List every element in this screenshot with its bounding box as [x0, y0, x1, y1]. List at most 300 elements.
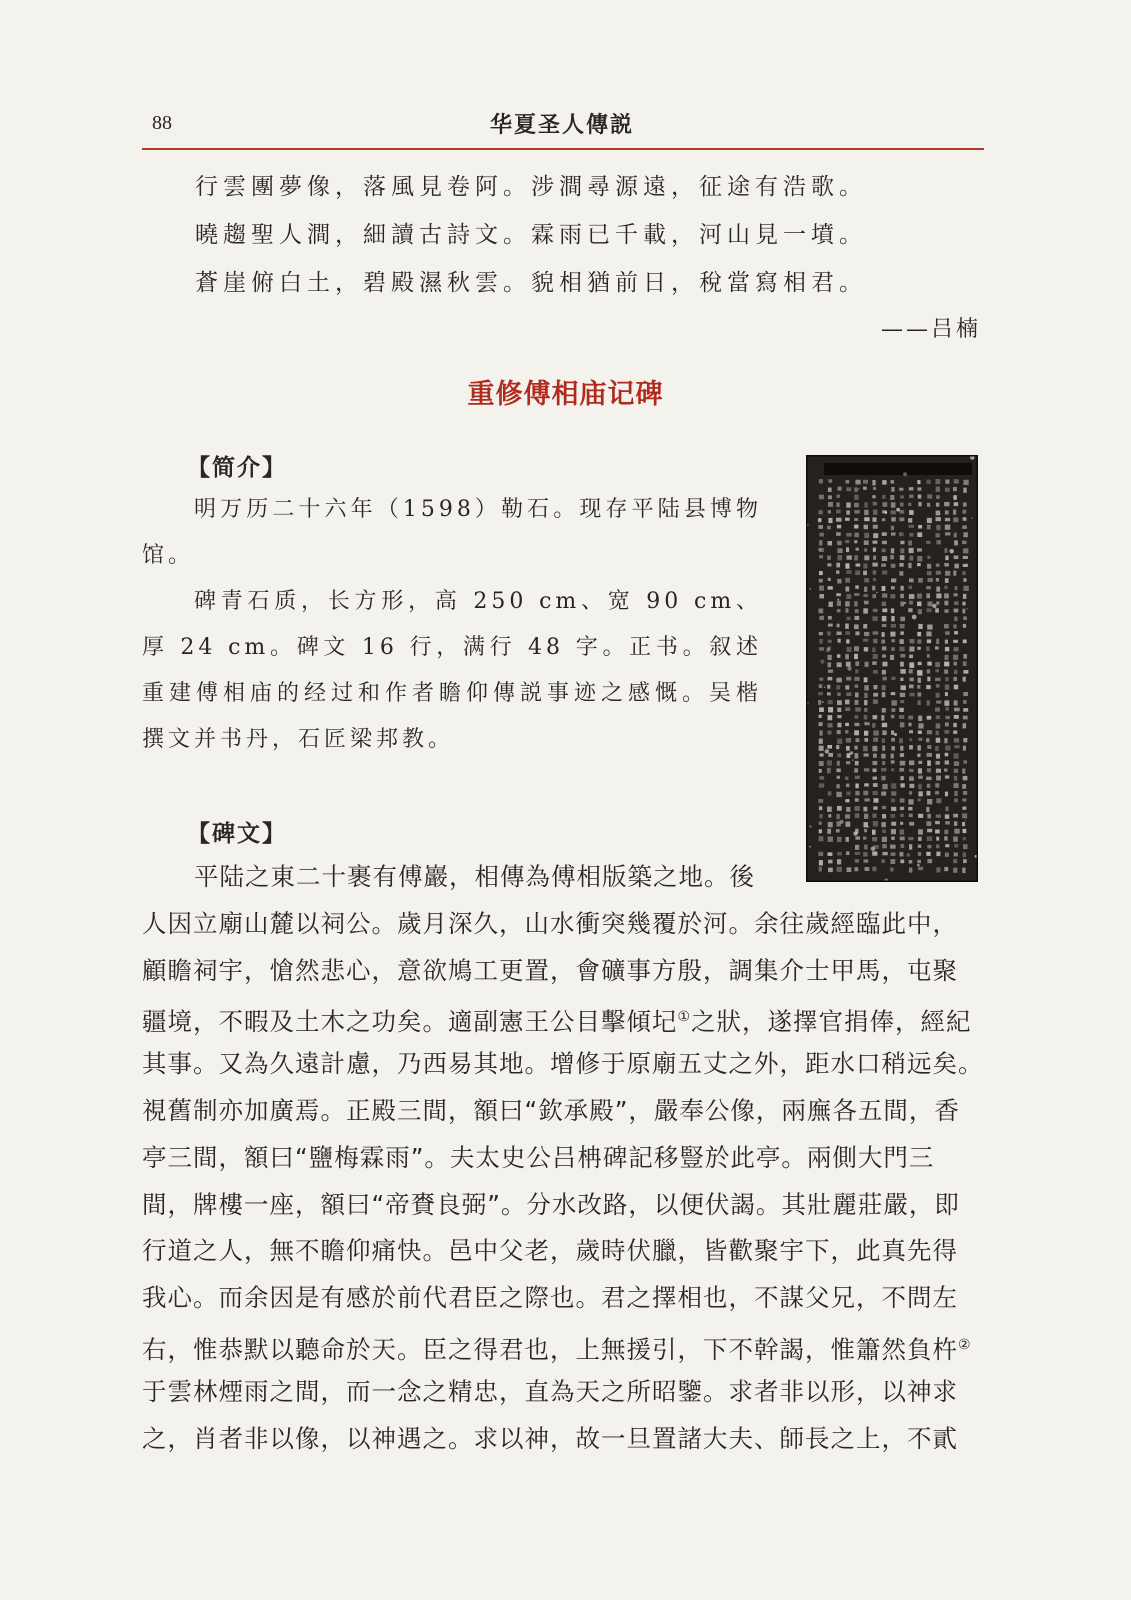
- stele-texture-mark: [873, 502, 877, 506]
- stele-texture-mark: [944, 769, 948, 772]
- stele-texture-mark: [847, 555, 852, 559]
- stele-texture-mark: [846, 608, 849, 613]
- stele-texture-mark: [954, 745, 959, 748]
- stele-texture-mark: [819, 632, 823, 635]
- stele-texture-mark: [837, 754, 841, 758]
- stele-texture-mark: [873, 670, 878, 674]
- stele-texture-mark: [918, 578, 923, 583]
- stele-texture-mark: [865, 502, 868, 507]
- stele-texture-mark: [847, 753, 851, 758]
- stele-texture-mark: [863, 480, 868, 484]
- stele-texture-mark: [820, 660, 824, 664]
- stele-texture-mark: [845, 601, 849, 606]
- stele-texture-mark: [891, 564, 896, 568]
- stele-texture-mark: [954, 601, 958, 605]
- stele-texture-mark: [873, 556, 876, 560]
- stele-texture-mark: [963, 654, 967, 659]
- stele-texture-mark: [873, 616, 878, 621]
- stele-texture-mark: [945, 532, 951, 535]
- stele-texture-mark: [855, 791, 859, 796]
- stele-texture-mark: [837, 654, 840, 658]
- stele-texture-mark: [945, 518, 950, 521]
- stele-texture-mark: [935, 791, 939, 794]
- stele-texture-mark: [852, 759, 854, 761]
- stele-texture-mark: [954, 776, 957, 781]
- stele-texture-mark: [846, 791, 850, 795]
- stele-texture-mark: [864, 685, 869, 690]
- stele-texture-mark: [837, 723, 841, 728]
- stele-texture-mark: [828, 753, 833, 757]
- stele-texture-mark: [927, 753, 933, 757]
- stele-texture-mark: [854, 768, 858, 772]
- stele-texture-mark: [954, 844, 958, 848]
- stele-texture-mark: [818, 518, 821, 522]
- stele-texture-mark: [864, 647, 868, 651]
- stele-texture-mark: [962, 541, 967, 545]
- stele-texture-mark: [837, 609, 841, 612]
- stele-texture-mark: [918, 716, 922, 722]
- stele-texture-mark: [936, 684, 940, 687]
- stele-texture-mark: [954, 821, 957, 826]
- stele-texture-mark: [855, 836, 860, 839]
- stele-texture-mark: [908, 799, 913, 804]
- stele-texture-mark: [954, 502, 959, 506]
- stele-texture-mark: [882, 480, 886, 484]
- stele-texture-mark: [900, 844, 904, 848]
- stele-texture-mark: [927, 639, 931, 643]
- stele-texture-mark: [846, 587, 850, 592]
- stele-texture-mark: [855, 480, 860, 485]
- stele-texture-mark: [836, 678, 841, 683]
- stele-texture-mark: [825, 749, 829, 753]
- stele-texture-mark: [963, 556, 968, 559]
- stele-texture-mark: [836, 510, 841, 514]
- stele-texture-mark: [890, 655, 894, 660]
- stele-texture-mark: [890, 495, 894, 500]
- stele-texture-mark: [900, 503, 904, 507]
- stele-texture-mark: [900, 807, 904, 810]
- stele-texture-mark: [917, 563, 921, 566]
- stele-texture-mark: [935, 662, 940, 667]
- stele-texture-mark: [963, 548, 968, 553]
- stele-texture-mark: [899, 563, 903, 567]
- stele-texture-mark: [827, 556, 831, 560]
- stele-texture-mark: [918, 798, 921, 801]
- stele-texture-mark: [864, 555, 869, 560]
- stele-texture-mark: [918, 768, 922, 773]
- stele-texture-mark: [882, 844, 887, 848]
- stele-texture-mark: [873, 791, 878, 795]
- stele-texture-mark: [882, 784, 887, 789]
- stele-texture-mark: [828, 655, 832, 660]
- stele-texture-mark: [926, 646, 929, 651]
- stele-texture-mark: [846, 662, 851, 667]
- poem-line-2: 曉趨聖人澗，細讀古詩文。霖雨已千載，河山見一墳。: [195, 222, 867, 248]
- stele-texture-mark: [891, 814, 895, 818]
- stele-texture-mark: [891, 754, 894, 759]
- stele-texture-mark: [908, 503, 911, 506]
- stele-texture-mark: [963, 760, 967, 763]
- stele-texture-mark: [945, 792, 948, 797]
- stele-texture-mark: [819, 707, 824, 712]
- stele-texture-mark: [819, 769, 822, 773]
- stele-texture-mark: [863, 639, 868, 642]
- stele-texture-mark: [845, 518, 850, 521]
- stele-texture-mark: [882, 723, 887, 727]
- stele-texture-mark: [962, 822, 965, 826]
- stele-texture-mark: [917, 594, 922, 599]
- stele-texture-mark: [953, 814, 958, 818]
- stele-texture-mark: [927, 564, 931, 569]
- stele-texture-mark: [954, 556, 959, 560]
- stele-texture-mark: [845, 730, 848, 734]
- stele-texture-mark: [819, 495, 824, 500]
- stele-texture-mark: [936, 503, 939, 507]
- stele-texture-mark: [855, 784, 858, 789]
- stele-texture-mark: [876, 592, 878, 594]
- stele-texture-mark: [926, 586, 931, 589]
- stele-texture-mark: [953, 731, 957, 734]
- stele-texture-mark: [819, 746, 824, 751]
- stele-texture-mark: [909, 669, 913, 673]
- stele-texture-mark: [819, 739, 823, 744]
- stele-texture-mark: [927, 556, 930, 559]
- stele-texture-mark: [881, 792, 886, 796]
- stele-texture-mark: [855, 609, 859, 613]
- stele-texture-mark: [838, 555, 843, 560]
- stele-texture-mark: [900, 624, 905, 628]
- stele-texture-mark: [854, 677, 859, 681]
- stele-texture-mark: [891, 731, 894, 735]
- stele-texture-mark: [954, 662, 957, 666]
- stele-texture-mark: [882, 708, 886, 713]
- stele-texture-mark: [962, 602, 965, 606]
- stele-texture-mark: [909, 578, 914, 582]
- stele-texture-mark: [854, 601, 858, 606]
- stele-texture-mark: [899, 647, 904, 652]
- stele-texture-mark: [945, 571, 950, 576]
- stele-texture-mark: [900, 639, 904, 644]
- stele-texture-mark: [954, 533, 957, 538]
- stele-texture-mark: [881, 776, 885, 781]
- stele-texture-mark: [926, 541, 931, 544]
- stele-texture-mark: [900, 753, 904, 757]
- stele-texture-mark: [828, 837, 833, 842]
- stele-texture-mark: [854, 540, 857, 543]
- stele-texture-mark: [945, 722, 949, 726]
- stele-texture-mark: [819, 730, 822, 735]
- stele-texture-mark: [846, 677, 851, 681]
- stele-texture-mark: [873, 570, 877, 574]
- stele-texture-mark: [909, 769, 913, 772]
- stele-texture-mark: [953, 510, 956, 515]
- stele-texture-mark: [936, 731, 939, 736]
- stele-texture-mark: [945, 677, 948, 681]
- stele-texture-mark: [863, 624, 867, 629]
- stele-texture-mark: [882, 632, 885, 637]
- stele-texture-mark: [837, 776, 840, 779]
- stele-texture-mark: [838, 487, 842, 491]
- stele-texture-mark: [819, 579, 823, 583]
- stele-texture-mark: [837, 806, 842, 811]
- stele-texture-mark: [963, 510, 967, 514]
- stele-texture-mark: [927, 494, 932, 498]
- stele-texture-mark: [945, 844, 949, 847]
- stele-texture-mark: [873, 578, 876, 581]
- stele-texture-mark: [854, 730, 859, 735]
- stele-texture-mark: [936, 517, 941, 521]
- stele-texture-mark: [882, 646, 887, 650]
- stele-texture-mark: [892, 639, 895, 642]
- stele-texture-mark: [882, 814, 886, 819]
- stele-texture-mark: [903, 472, 907, 476]
- stele-texture-mark: [819, 616, 824, 620]
- stele-texture-mark: [864, 632, 869, 636]
- stele-texture-mark: [837, 541, 842, 545]
- stele-texture-mark: [855, 707, 861, 711]
- stele-texture-mark: [818, 525, 823, 529]
- stele-texture-mark: [872, 746, 877, 751]
- stele-texture-mark: [900, 495, 904, 498]
- stele-texture-mark: [828, 707, 833, 712]
- stele-texture-mark: [944, 502, 949, 506]
- stele-texture-mark: [909, 655, 913, 659]
- stele-texture-mark: [827, 526, 831, 530]
- stele-texture-mark: [963, 716, 968, 720]
- stele-texture-mark: [819, 609, 824, 614]
- stele-texture-mark: [837, 739, 842, 744]
- stele-texture-mark: [908, 837, 913, 840]
- stele-texture-mark: [963, 578, 966, 582]
- stele-texture-mark: [827, 760, 832, 765]
- stele-texture-mark: [927, 669, 930, 673]
- stele-texture-mark: [827, 768, 831, 774]
- stele-texture-mark: [873, 699, 878, 703]
- stele-texture-mark: [918, 837, 922, 841]
- footnote-marker-2[interactable]: ②: [958, 1336, 972, 1353]
- stele-texture-mark: [892, 700, 897, 705]
- stele-texture-mark: [891, 692, 896, 695]
- stele-texture-mark: [836, 532, 841, 536]
- stele-texture-mark: [873, 487, 876, 490]
- stele-texture-mark: [854, 518, 858, 521]
- stele-texture-mark: [899, 715, 904, 719]
- stele-texture-mark: [963, 791, 967, 795]
- stele-texture-mark: [809, 846, 811, 848]
- stele-texture-mark: [872, 661, 877, 665]
- stele-texture-mark: [873, 510, 877, 515]
- stele-texture-mark: [945, 760, 949, 764]
- footnote-marker-1[interactable]: ①: [677, 1009, 692, 1026]
- stele-texture-mark: [945, 556, 948, 561]
- stele-texture-mark: [932, 604, 936, 608]
- stele-texture-mark: [845, 624, 849, 629]
- stele-texture-mark: [863, 571, 867, 576]
- stele-texture-mark: [885, 511, 888, 514]
- stele-texture-mark: [953, 677, 957, 681]
- stele-texture-mark: [909, 738, 912, 741]
- stele-texture-mark: [847, 647, 852, 652]
- stele-texture-mark: [840, 820, 844, 824]
- stele-texture-mark: [891, 616, 894, 621]
- stele-texture-mark: [818, 700, 821, 705]
- stele-texture-mark: [872, 594, 876, 598]
- poem-author: ——吕楠: [880, 317, 981, 342]
- stele-texture-mark: [936, 495, 940, 499]
- stele-texture-mark: [954, 617, 957, 622]
- stele-texture-mark: [846, 510, 850, 514]
- stele-texture-mark: [909, 791, 912, 794]
- stele-texture-mark: [927, 625, 932, 630]
- stele-texture-mark: [820, 776, 825, 779]
- stele-texture-mark: [962, 525, 967, 529]
- stele-texture-mark: [846, 807, 850, 812]
- stele-texture-mark: [854, 646, 859, 651]
- stele-texture-mark: [945, 684, 949, 690]
- stele-texture-mark: [912, 615, 917, 620]
- stele-texture-mark: [856, 564, 861, 567]
- stele-texture-mark: [845, 799, 849, 802]
- stele-texture-mark: [828, 791, 832, 795]
- stele-texture-mark: [909, 662, 914, 668]
- stele-texture-mark: [917, 556, 922, 562]
- stele-texture-mark: [891, 791, 896, 795]
- stele-texture-mark: [890, 594, 895, 598]
- stele-texture-mark: [865, 722, 867, 724]
- stele-texture-mark: [836, 518, 841, 522]
- stele-texture-mark: [963, 692, 968, 696]
- stele-texture-mark: [891, 760, 895, 763]
- stele-texture-mark: [945, 814, 950, 818]
- stele-texture-mark: [828, 616, 832, 620]
- stele-texture-mark: [836, 745, 839, 749]
- stele-texture-mark: [918, 678, 921, 683]
- stele-texture-mark: [891, 807, 896, 811]
- stele-texture-mark: [944, 830, 948, 835]
- stele-texture-mark: [837, 624, 840, 628]
- stele-texture-mark: [819, 586, 824, 591]
- stele-texture-mark: [855, 700, 859, 705]
- stele-texture-mark: [954, 609, 959, 613]
- stele-texture-mark: [927, 730, 932, 734]
- text-heading: 【碑文】: [187, 821, 287, 847]
- stele-texture-mark: [910, 556, 914, 561]
- stele-texture-mark: [908, 518, 912, 523]
- stele-texture-mark: [917, 639, 921, 643]
- stele-texture-mark: [882, 738, 885, 743]
- stele-texture-mark: [936, 593, 941, 598]
- stele-texture-mark: [854, 593, 859, 596]
- stele-texture-mark: [962, 571, 965, 575]
- stele-texture-mark: [900, 548, 904, 553]
- stele-texture-mark: [936, 639, 939, 644]
- poem-line-1: 行雲團夢像，落風見卷阿。涉澗尋源遠，征途有浩歌。: [195, 174, 867, 200]
- stele-texture-mark: [819, 814, 822, 818]
- stele-texture-mark: [963, 616, 967, 620]
- poem-line-3: 蒼崖俯白土，碧殿濕秋雲。貌相猶前日，稅當寫相君。: [195, 270, 867, 296]
- stele-texture-mark: [909, 533, 913, 537]
- stele-texture-mark: [818, 510, 822, 514]
- stele-texture-mark: [953, 723, 957, 727]
- stele-texture-mark: [953, 624, 957, 628]
- stele-texture-mark: [845, 654, 849, 659]
- stele-texture-mark: [882, 692, 886, 697]
- stele-texture-mark: [819, 761, 824, 766]
- stele-texture-mark: [891, 579, 896, 583]
- stele-texture-mark: [927, 829, 932, 833]
- stele-texture-mark: [899, 738, 903, 743]
- stele-texture-mark: [926, 593, 930, 598]
- stele-texture-mark: [963, 661, 967, 666]
- stele-texture-mark: [827, 745, 832, 749]
- stele-texture-mark: [873, 754, 877, 758]
- stele-text-line-8: 間，牌樓一座，額曰“帝賚良弼”。分水改路，以便伏謁。其壯麗莊嚴，即: [142, 1189, 960, 1219]
- stele-texture-mark: [971, 517, 973, 519]
- stele-texture-mark: [882, 806, 886, 809]
- stele-texture-mark: [936, 540, 941, 544]
- stele-texture-mark: [854, 555, 858, 560]
- stele-texture-mark: [918, 731, 922, 734]
- stele-texture-mark: [864, 768, 869, 771]
- stele-texture-mark: [882, 570, 887, 574]
- stele-texture-mark: [882, 830, 886, 834]
- stele-texture-mark: [827, 807, 832, 812]
- stele-texture-mark: [846, 761, 850, 764]
- stele-texture-mark: [953, 655, 958, 660]
- stele-texture-mark: [944, 836, 947, 840]
- stele-texture-mark: [936, 564, 940, 567]
- stele-texture-mark: [963, 837, 966, 840]
- stele-texture-mark: [900, 829, 904, 834]
- stele-texture-mark: [936, 723, 941, 728]
- stele-texture-mark: [945, 753, 949, 757]
- stele-texture-mark: [909, 586, 913, 589]
- stele-texture-mark: [837, 708, 841, 712]
- stele-texture-mark: [918, 784, 921, 790]
- stele-texture-mark: [900, 654, 905, 658]
- stele-texture-mark: [845, 540, 849, 543]
- stele-texture-mark: [927, 602, 932, 607]
- stele-texture-mark: [846, 502, 850, 507]
- stele-texture-mark: [927, 503, 930, 507]
- stele-texture-mark: [854, 503, 859, 508]
- stele-text-line-11: [142, 1322, 984, 1369]
- stele-texture-mark: [854, 525, 858, 529]
- stele-texture-mark: [846, 487, 851, 491]
- stele-texture-mark: [824, 463, 972, 475]
- stele-texture-mark: [945, 692, 948, 696]
- stele-texture-mark: [873, 730, 879, 735]
- stele-texture-mark: [828, 677, 833, 681]
- stele-texture-mark: [926, 685, 931, 689]
- stele-texture-mark: [927, 745, 931, 749]
- stele-texture-mark: [909, 594, 915, 599]
- stele-texture-mark: [891, 768, 894, 771]
- stele-texture-mark: [827, 692, 831, 695]
- stele-texture-mark: [926, 777, 932, 781]
- stele-texture-mark: [873, 654, 878, 659]
- stele-texture-mark: [828, 502, 833, 507]
- stele-texture-mark: [945, 807, 948, 812]
- stele-texture-mark: [855, 661, 859, 666]
- running-title: 华夏圣人傳説: [490, 113, 635, 138]
- stele-texture-mark: [819, 594, 824, 598]
- stele-texture-mark: [936, 525, 940, 530]
- stele-texture-mark: [900, 783, 904, 787]
- stele-texture-mark: [855, 798, 859, 801]
- stele-texture-mark: [904, 602, 906, 604]
- stele-texture-mark: [909, 784, 914, 788]
